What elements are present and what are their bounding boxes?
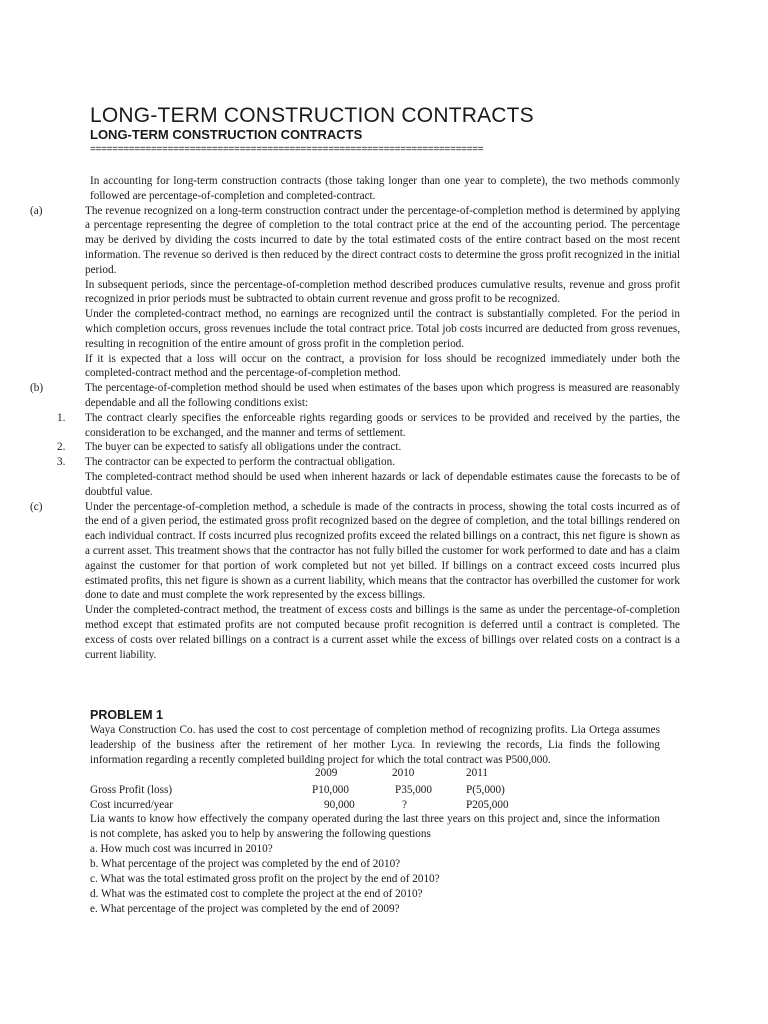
list-item-text: The contract clearly specifies the enforceable rights regarding goods or services to be provided and received by the parties, the consideration to be exchanged, and the manner and terms of settlement. xyxy=(85,411,680,439)
table-header-year: 2009 xyxy=(315,767,338,779)
section-c-paragraph-2 xyxy=(30,603,680,662)
section-b-item-3 xyxy=(30,455,680,470)
section-b-text-2: The completed-contract method should be used when inherent hazards or lack of dependable estimates cause the forecasts to be of doubtful value. xyxy=(85,470,680,498)
section-a-text-3: Under the completed-contract method, no earnings are recognized until the contract is substantially completed. For the period in which completion occurs, gross revenues include the total contract price. Total job costs incurred are deducted from gross revenues, resulting in recognition of the entire amount of gross profit in the completion period. xyxy=(85,308,680,350)
table-row-label: Cost incurred/year xyxy=(90,799,173,811)
intro-text: In accounting for long-term construction contracts (those taking longer than one year to complete), the two methods commonly followed are percentage-of-completion and completed-contract. xyxy=(90,175,680,202)
question-item: c. What was the total estimated gross profit on the project by the end of 2010? xyxy=(90,873,440,885)
section-a-text-1: The revenue recognized on a long-term construction contract under the percentage-of-completion method is determined by applying a percentage representing the degree of completion to the total contract price at the end of the accounting period. The percentage may be derived by dividing the costs incurred to date by the total estimated costs of the entire contract based on the most recent information. The revenue so derived is then reduced by the direct contract costs to determine the gross profit recognized in the initial period. xyxy=(85,204,680,276)
table-cell: P(5,000) xyxy=(466,784,505,796)
problem-outro: Lia wants to know how effectively the company operated during the last three years on this project and, since the information is not complete, has asked you to help by answering the following questions xyxy=(90,813,660,840)
section-c-text-2: Under the completed-contract method, the treatment of excess costs and billings is the same as under the percentage-of-completion method except that estimated profits are not computed because profit recognition is deferred until a contract is completed. The excess of costs over related billings on a contract is a current asset while the excess of billings over related costs on a contract is a current liability. xyxy=(85,604,680,661)
list-item-text: The buyer can be expected to satisfy all obligations under the contract. xyxy=(85,441,402,454)
document-body xyxy=(30,174,680,662)
section-c-text-1: Under the percentage-of-completion method, a schedule is made of the contracts in process, showing the total costs incurred as of the end of a given period, the estimated gross profit recognized based on the degree of completion, and the total billings rendered on each individual contract. If costs incurred plus recognized profits exceed the related billings on a contract, this net figure is shown as a current asset. This treatment shows that the contractor has not fully billed the customer for work performed to date and has a claim against the customer for that portion of work completed but not yet billed. If billings on a contract exceed costs incurred plus estimated profits, this net figure is shown as a current liability, which means that the contractor has overbilled the customer for work done to date and must complete the work represented by the excess billings. xyxy=(85,500,680,602)
list-number: 3. xyxy=(57,456,66,469)
section-a-paragraph-3 xyxy=(30,307,680,351)
list-number: 2. xyxy=(57,441,66,454)
table-cell: P205,000 xyxy=(466,799,509,811)
table-cell: P10,000 xyxy=(312,784,349,796)
page-subtitle: LONG-TERM CONSTRUCTION CONTRACTS xyxy=(90,127,363,142)
section-b-paragraph-1 xyxy=(30,381,680,411)
section-a-paragraph-2 xyxy=(30,278,680,308)
table-header-year: 2010 xyxy=(392,767,415,779)
list-number: 1. xyxy=(57,411,66,424)
section-b-item-1 xyxy=(30,411,680,441)
table-header-year: 2011 xyxy=(466,767,488,779)
problem-heading: PROBLEM 1 xyxy=(90,708,163,722)
section-b-text-1: The percentage-of-completion method should be used when estimates of the bases upon which progress is measured are reasonably dependable and all the following conditions exist: xyxy=(85,382,680,409)
section-a-text-2: In subsequent periods, since the percentage-of-completion method described produces cumulative results, revenue and gross profit recognized in prior periods must be subtracted to obtain current revenue and gross profit to be recognized. xyxy=(85,278,680,306)
question-item: b. What percentage of the project was completed by the end of 2010? xyxy=(90,858,401,870)
table-cell: ? xyxy=(402,799,407,811)
section-a-paragraph-1 xyxy=(30,204,680,278)
table-row-label: Gross Profit (loss) xyxy=(90,784,173,796)
table-cell: P35,000 xyxy=(395,784,432,796)
section-c-marker: (c) xyxy=(30,500,43,513)
section-c-paragraph-1 xyxy=(30,500,680,604)
section-a-marker: (a) xyxy=(30,204,43,217)
problem-intro: Waya Construction Co. has used the cost to cost percentage of completion method of recognizing profits. Lia Ortega assumes leadership of the business after the retirement of her mother Lyca. In reviewing the records, Lia finds the following information regarding a recently completed building project for which the total contract was P500,000. xyxy=(90,724,660,766)
table-cell: 90,000 xyxy=(324,799,355,811)
section-a-paragraph-4 xyxy=(30,352,680,382)
question-item: a. How much cost was incurred in 2010? xyxy=(90,843,273,855)
section-b-marker: (b) xyxy=(30,382,44,395)
intro-paragraph xyxy=(30,174,680,204)
question-item: e. What percentage of the project was completed by the end of 2009? xyxy=(90,903,400,915)
list-item-text: The contractor can be expected to perform the contractual obligation. xyxy=(85,456,396,469)
section-a-text-4: If it is expected that a loss will occur on the contract, a provision for loss should be recognized immediately under both the completed-contract method and the percentage-of-completion method. xyxy=(85,352,680,380)
section-b-paragraph-2 xyxy=(30,470,680,500)
separator-rule: ======================================================================= xyxy=(90,144,484,155)
question-item: d. What was the estimated cost to complete the project at the end of 2010? xyxy=(90,888,423,900)
section-b-item-2 xyxy=(30,440,680,455)
page-title: LONG-TERM CONSTRUCTION CONTRACTS xyxy=(90,104,534,127)
